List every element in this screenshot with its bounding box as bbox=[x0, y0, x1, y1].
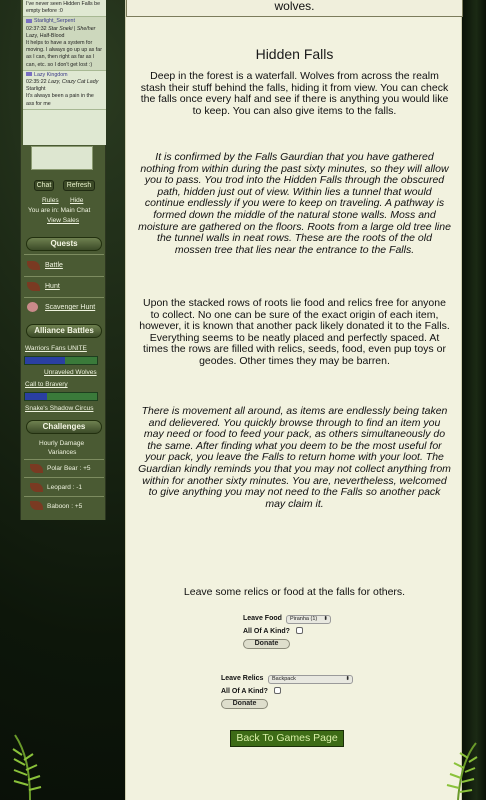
chat-user-title: Star Sneki | She/her bbox=[48, 25, 96, 32]
alliance-battle-team[interactable]: Snake's Shadow Circus bbox=[25, 405, 94, 412]
chat-message-text: It's always been a pain in the ass for me bbox=[26, 93, 94, 107]
chat-user-rank: Lazy, Half-Blood bbox=[26, 32, 65, 39]
donate-relics-button[interactable]: Donate bbox=[221, 699, 268, 709]
alliance-battles-header: Alliance Battles bbox=[26, 324, 102, 338]
all-of-a-kind-relics-checkbox[interactable] bbox=[274, 687, 281, 694]
divider bbox=[24, 459, 104, 460]
all-of-a-kind-label: All Of A Kind? bbox=[221, 688, 268, 695]
quest-hunt-link[interactable]: Hunt bbox=[45, 283, 60, 290]
divider bbox=[24, 276, 104, 277]
chat-time: 02:35:22 bbox=[26, 79, 47, 86]
chat-message-text: It helps to have a system for moving. I always go up up as far as I can, then right as far as I can, etc. so I don't get lost :) bbox=[26, 40, 102, 68]
chat-message bbox=[23, 17, 106, 70]
chevron-down-icon: ⬍ bbox=[323, 616, 328, 622]
donate-food-button[interactable]: Donate bbox=[243, 639, 290, 649]
divider bbox=[24, 477, 104, 478]
alliance-battle-bar bbox=[24, 356, 98, 365]
alliance-battle-team[interactable]: Warriors Fans UNITE bbox=[25, 345, 87, 352]
fern-decoration bbox=[428, 740, 486, 800]
flag-icon bbox=[26, 19, 32, 23]
divider bbox=[24, 297, 104, 298]
quest-battle-link[interactable]: Battle bbox=[45, 262, 63, 269]
back-to-games-button[interactable]: Back To Games Page bbox=[230, 730, 344, 747]
brain-icon bbox=[27, 302, 38, 312]
food-select-value: Piranha (1) bbox=[290, 616, 318, 622]
chat-time: 02:37:32 bbox=[26, 25, 47, 32]
relics-select[interactable] bbox=[268, 675, 353, 684]
challenge-item: Baboon : +5 bbox=[47, 503, 83, 510]
challenge-item: Polar Bear : +5 bbox=[47, 465, 91, 472]
refresh-button[interactable]: Refresh bbox=[63, 180, 95, 191]
chat-message bbox=[23, 71, 106, 110]
intro-text: Deep in the forest is a waterfall. Wolves from across the realm stash their stuff behind the falls, hiding it from view. You can check the falls once every half and see if there is anything you would like to keep. You can also give items to the falls. bbox=[140, 70, 449, 117]
rules-link[interactable]: Rules bbox=[42, 197, 59, 204]
chat-user-name[interactable]: Lazy Kingdom bbox=[34, 71, 68, 78]
all-of-a-kind-food-checkbox[interactable] bbox=[296, 627, 303, 634]
leave-relics-label: Leave Relics bbox=[221, 675, 264, 682]
view-sales-link[interactable]: View Sales bbox=[47, 217, 80, 224]
food-select[interactable] bbox=[286, 615, 331, 624]
chevron-down-icon: ⬍ bbox=[345, 676, 350, 682]
leaf-icon bbox=[30, 483, 43, 492]
chat-location: You are in: Main Chat bbox=[28, 207, 91, 214]
flag-icon bbox=[26, 72, 32, 76]
chat-input[interactable] bbox=[31, 146, 93, 170]
chat-user-title: Lazy, Crazy Cat Lady bbox=[48, 79, 99, 86]
all-of-a-kind-label: All Of A Kind? bbox=[243, 628, 290, 635]
challenges-subtitle: Variances bbox=[48, 449, 77, 456]
alliance-battle-bar bbox=[24, 392, 98, 401]
challenges-header: Challenges bbox=[26, 420, 102, 434]
chat-user-rank: Starlight bbox=[26, 86, 46, 93]
page-title: Hidden Falls bbox=[255, 46, 334, 62]
leaf-icon bbox=[30, 501, 43, 510]
relics-select-value: Backpack bbox=[272, 676, 296, 682]
story-paragraph: There is movement all around, as items are endlessly being taken and delievered. You quickly browse through to find an item you may need or food to feed your pack, as others simultaneously do the same. After finding what you deem to be the most useful for your pack, you leave the Falls to return home with your loot. The Guardian kindly reminds you that you may not collect anything from within for another sixty minutes. You are, nevertheless, welcomed to give anything you may not need to the Falls so another pack may claim it. bbox=[138, 405, 451, 510]
chat-message bbox=[23, 0, 106, 17]
story-paragraph: It is confirmed by the Falls Gaurdian that you have gathered nothing from within during the past sixty minutes, so they will allow you to pass. You trod into the Hidden Falls through the obscured path, hidden just out of view. Within lies a tunnel that would continue endlessly if you were to keep on traveling. A pathway is formed down the middle of the natural stone walls. Moss and moisture are gathered on the floors. Roots from a large old tree line the tunnel walls in neat rows. These are the roots of the old mossen tree that lies near the entrance to the Falls. bbox=[138, 151, 451, 256]
chat-button[interactable]: Chat bbox=[34, 180, 54, 191]
leaf-icon bbox=[27, 282, 40, 291]
story-paragraph: Upon the stacked rows of roots lie food and relics free for anyone to collect. No one can be sure of the exact origin of each item, however, it is known that another pack likely donated it to the Falls. Everything seems to be neatly placed and perfectly spaced. At times the rows are filled with relics, seeds, food, even pup toys or geodes. Other times they may be barren. bbox=[139, 297, 450, 367]
leave-food-label: Leave Food bbox=[243, 615, 282, 622]
previous-section-box: wolves. bbox=[126, 0, 463, 17]
leaf-icon bbox=[27, 261, 40, 270]
main-content bbox=[125, 0, 462, 800]
challenges-subtitle: Hourly Damage bbox=[39, 440, 85, 447]
chat-message-text: I've never seen Hidden Falls be empty before :0 bbox=[26, 1, 101, 15]
fern-decoration bbox=[0, 730, 60, 800]
quests-header: Quests bbox=[26, 237, 102, 251]
right-forest-strip bbox=[462, 0, 486, 800]
leave-items-heading: Leave some relics or food at the falls for others. bbox=[183, 586, 406, 598]
challenge-item: Leopard : -1 bbox=[47, 484, 83, 491]
alliance-battle-team[interactable]: Unraveled Wolves bbox=[44, 369, 97, 376]
chat-log[interactable] bbox=[23, 0, 106, 145]
alliance-battle-team[interactable]: Call to Bravery bbox=[25, 381, 68, 388]
sidebar bbox=[20, 0, 106, 520]
divider bbox=[24, 496, 104, 497]
alliance-battle-progress bbox=[25, 393, 47, 400]
hide-link[interactable]: Hide bbox=[70, 197, 84, 204]
quest-scavenger-hunt-link[interactable]: Scavenger Hunt bbox=[45, 304, 96, 311]
chat-user-name[interactable]: Starlight_Serpent bbox=[34, 18, 75, 25]
leaf-icon bbox=[30, 464, 43, 473]
alliance-battle-progress bbox=[25, 357, 65, 364]
divider bbox=[24, 254, 104, 255]
